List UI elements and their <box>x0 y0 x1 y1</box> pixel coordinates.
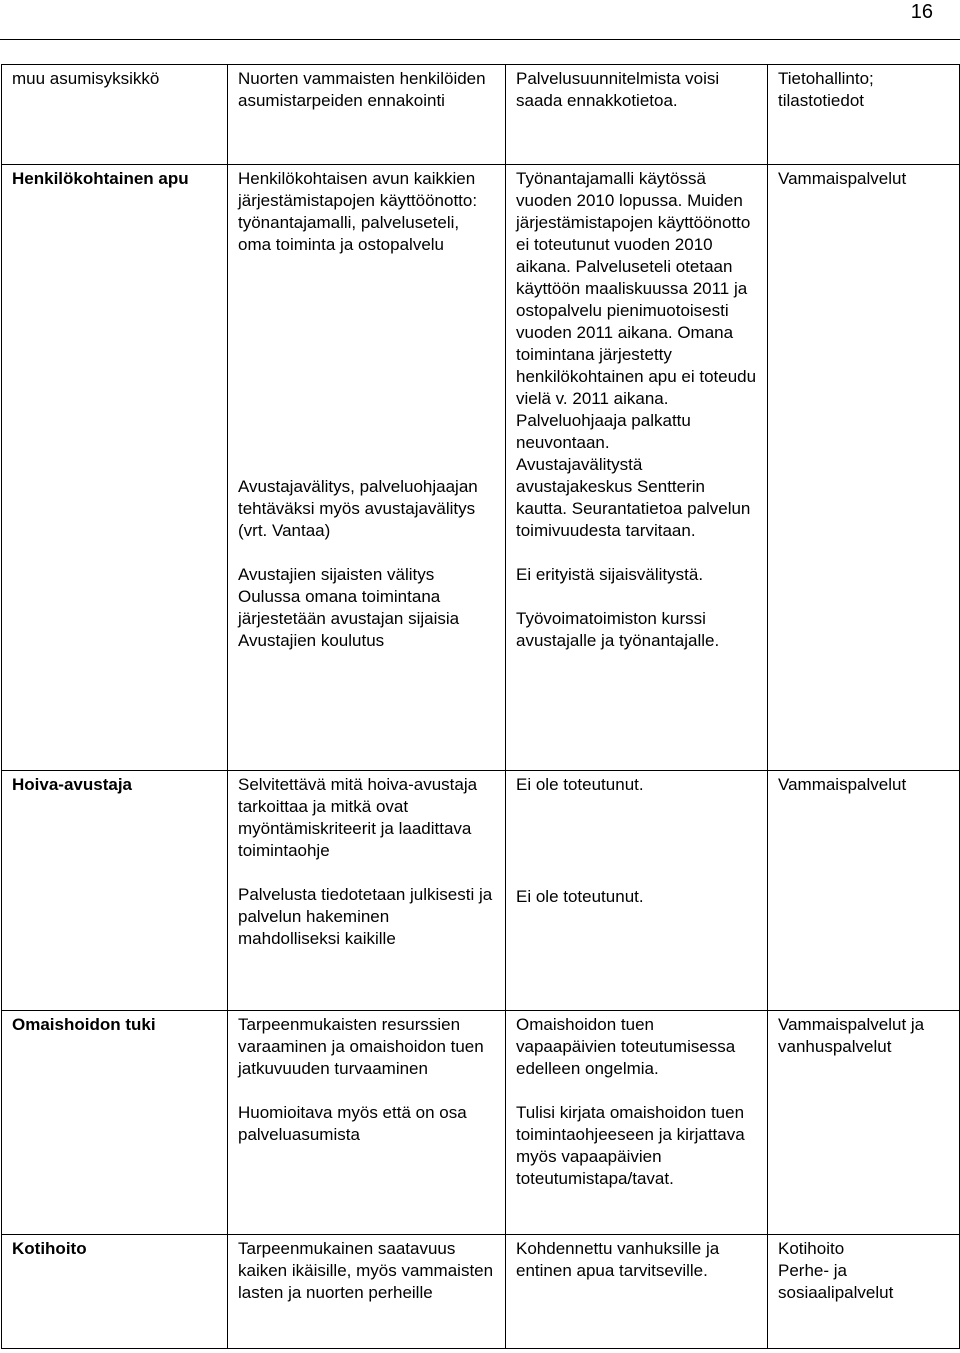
area-label: muu asumisyksikkö <box>12 69 160 88</box>
measure-text: Huomioitava myös että on osa palveluasumista <box>238 1103 467 1144</box>
table-row <box>2 1011 960 1235</box>
measure-text: Nuorten vammaisten henkilöiden asumistarpeiden ennakointi <box>238 69 486 110</box>
area-label: Omaishoidon tuki <box>12 1015 156 1034</box>
area-cell <box>2 771 228 1011</box>
status-text: Ei ole toteutunut. <box>516 887 644 906</box>
status-cell <box>506 65 768 165</box>
status-text: Työvoimatoimiston kurssi avustajalle ja työnantajalle. <box>516 609 720 650</box>
page-header <box>0 0 960 40</box>
measure-text: Avustajien koulutus <box>238 631 385 650</box>
area-label: Kotihoito <box>12 1239 87 1258</box>
responsible-cell <box>768 65 960 165</box>
status-text: Ei ole toteutunut. <box>516 775 644 794</box>
status-text: Työnantajamalli käytössä vuoden 2010 lopussa. Muiden järjestämistapojen käyttöönotto ei toteutunut vuoden 2010 aikana. Palveluseteli otetaan käyttöön maaliskuussa 2011 ja ostopalvelu pienimuotoisesti vuoden 2011 aikana. Omana toimintana järjestetty henkilökohtainen apu ei toteudu vielä v. 2011 aikana. Palveluohjaaja palkattu neuvontaan. <box>516 169 757 452</box>
area-label: Henkilökohtainen apu <box>12 169 189 188</box>
status-text: Palvelusuunnitelmista voisi saada ennakkotietoa. <box>516 69 720 110</box>
status-cell <box>506 771 768 1011</box>
area-cell <box>2 1235 228 1349</box>
responsible-label: Kotihoito Perhe- ja sosiaalipalvelut <box>778 1239 894 1302</box>
responsible-label: Vammaispalvelut <box>778 169 907 188</box>
spacer <box>238 542 495 564</box>
spacer <box>238 1080 495 1102</box>
responsible-cell <box>768 165 960 771</box>
measures-cell <box>228 65 506 165</box>
spacer <box>238 256 495 476</box>
responsible-label: Vammaispalvelut ja vanhuspalvelut <box>778 1015 925 1056</box>
responsible-cell <box>768 1011 960 1235</box>
status-cell <box>506 165 768 771</box>
status-text: Kohdennettu vanhuksille ja entinen apua tarvitseville. <box>516 1239 720 1280</box>
measure-text: Tarpeenmukainen saatavuus kaiken ikäisille, myös vammaisten lasten ja nuorten perheille <box>238 1239 494 1302</box>
measure-text: Avustajavälitys, palveluohjaajan tehtäväksi myös avustajavälitys (vrt. Vantaa) <box>238 477 478 540</box>
status-cell <box>506 1011 768 1235</box>
status-text: Tulisi kirjata omaishoidon tuen toimintaohjeeseen ja kirjattava myös vapaapäivien toteutumistapa/tavat. <box>516 1103 745 1188</box>
responsible-label: Tietohallinto; tilastotiedot <box>778 69 874 110</box>
table-row <box>2 165 960 771</box>
measures-cell <box>228 1011 506 1235</box>
measure-text: Selvitettävä mitä hoiva-avustaja tarkoittaa ja mitkä ovat myöntämiskriteerit ja laadittava toimintaohje <box>238 775 478 860</box>
spacer <box>516 796 757 886</box>
area-label: Hoiva-avustaja <box>12 775 132 794</box>
status-cell <box>506 1235 768 1349</box>
area-cell <box>2 165 228 771</box>
measures-cell <box>228 1235 506 1349</box>
status-text: Avustajavälitystä avustajakeskus Sentterin kautta. Seurantatietoa palvelun toimivuudesta tarvitaan. <box>516 455 751 540</box>
status-text: Ei erityistä sijaisvälitystä. <box>516 565 704 584</box>
status-text: Omaishoidon tuen vapaapäivien toteutumisessa edelleen ongelmia. <box>516 1015 736 1078</box>
page-number: 16 <box>910 1 933 23</box>
responsible-label: Vammaispalvelut <box>778 775 907 794</box>
spacer <box>516 586 757 608</box>
service-plan-table <box>1 64 960 1349</box>
area-cell <box>2 1011 228 1235</box>
measures-cell <box>228 771 506 1011</box>
spacer <box>516 542 757 564</box>
area-cell <box>2 65 228 165</box>
measure-text: Tarpeenmukaisten resurssien varaaminen ja omaishoidon tuen jatkuvuuden turvaaminen <box>238 1015 484 1078</box>
spacer <box>516 1080 757 1102</box>
spacer <box>238 862 495 884</box>
measure-text: Avustajien sijaisten välitys Oulussa omana toimintana järjestetään avustajan sijaisia <box>238 565 460 628</box>
table-row <box>2 1235 960 1349</box>
table-row <box>2 771 960 1011</box>
measures-cell <box>228 165 506 771</box>
measure-text: Henkilökohtaisen avun kaikkien järjestämistapojen käyttöönotto: työnantajamalli, palveluseteli, oma toiminta ja ostopalvelu <box>238 169 478 254</box>
table-row <box>2 65 960 165</box>
responsible-cell <box>768 1235 960 1349</box>
responsible-cell <box>768 771 960 1011</box>
measure-text: Palvelusta tiedotetaan julkisesti ja palvelun hakeminen mahdolliseksi kaikille <box>238 885 493 948</box>
